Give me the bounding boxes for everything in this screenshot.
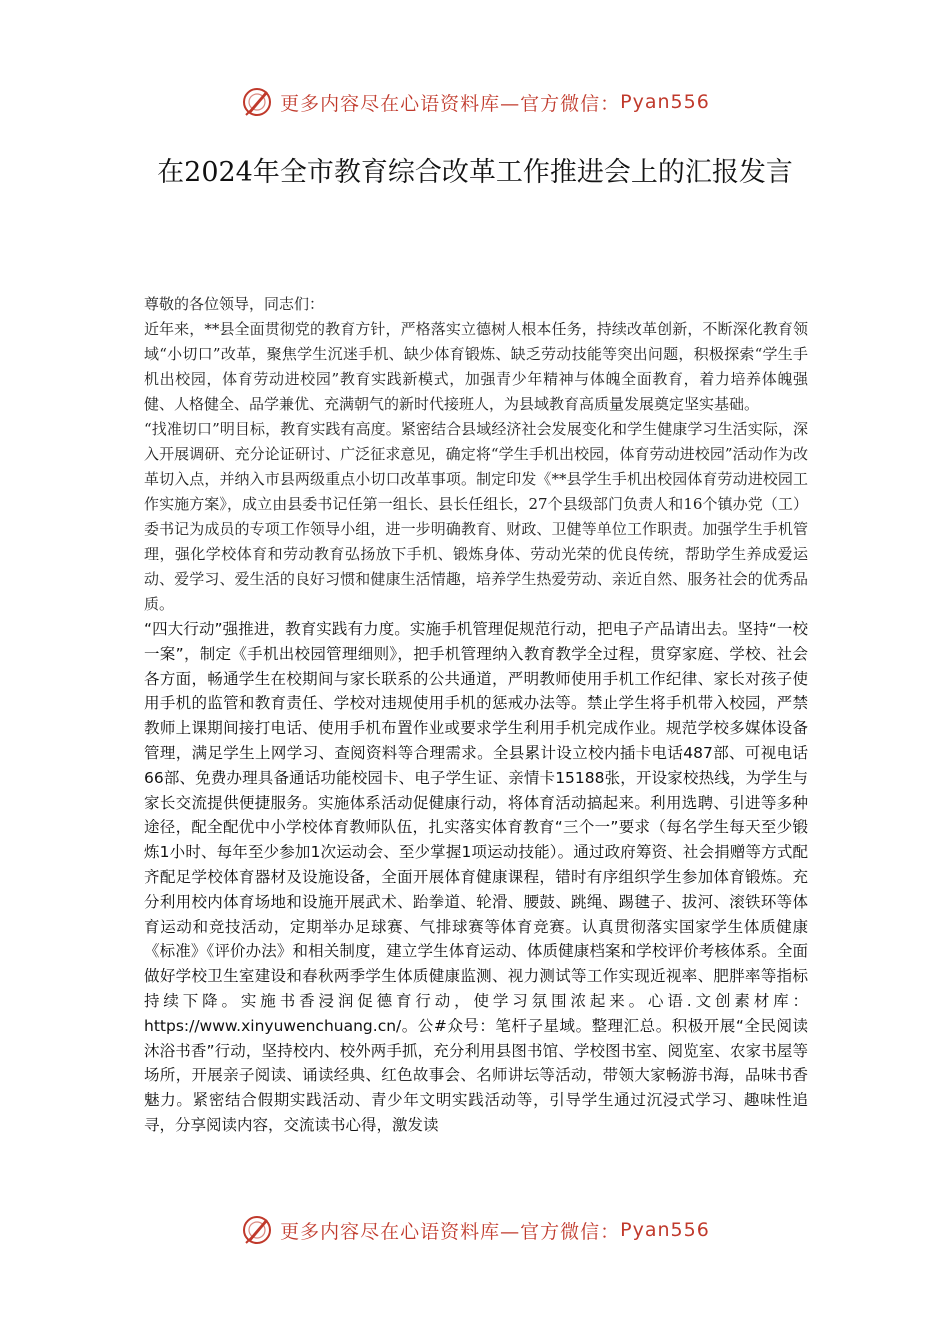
banner-text: 更多内容尽在心语资料库—官方微信： xyxy=(280,1220,621,1243)
quill-pen-icon xyxy=(240,85,274,119)
quill-pen-icon xyxy=(240,1213,274,1247)
banner-text: 更多内容尽在心语资料库—官方微信： xyxy=(280,92,621,115)
paragraph-2: “找准切口”明目标，教育实践有高度。紧密结合县域经济社会发展变化和学生健康学习生活实际，深入开展调研、充分论证研讨、广泛征求意见，确定将“学生手机出校园，体育劳动进校园”活动作为改革切入点，并纳入市县两级重点小切口改革事项。制定印发《**县学生手机出校园体育劳动进校园工作实施方案》，成立由县委书记任第一组长、县长任组长，27个县级部门负责人和16个镇办党（工）委书记为成员的专项工作领导小组，进一步明确教育、财政、卫健等单位工作职责。加强学生手机管理，强化学校体育和劳动教育弘扬放下手机、锻炼身体、劳动光荣的优良传统，帮助学生养成爱运动、爱学习、爱生活的良好习惯和健康生活情趣，培养学生热爱劳动、亲近自然、服务社会的优秀品质。 xyxy=(144,420,808,613)
document-body xyxy=(144,292,808,1138)
banner-wechat-id: Pyan556 xyxy=(620,91,710,113)
header-watermark-banner xyxy=(0,82,950,122)
banner-wechat-id: Pyan556 xyxy=(620,1219,710,1241)
footer-watermark-banner xyxy=(0,1210,950,1250)
salutation: 尊敬的各位领导，同志们： xyxy=(144,295,325,313)
document-title: 在2024年全市教育综合改革工作推进会上的汇报发言 xyxy=(157,157,793,188)
paragraph-1: 近年来，**县全面贯彻党的教育方针，严格落实立德树人根本任务，持续改革创新，不断深化教育领域“小切口”改革，聚焦学生沉迷手机、缺少体育锻炼、缺乏劳动技能等突出问题，积极探索“学生手机出校园，体育劳动进校园”教育实践新模式，加强青少年精神与体魄全面教育，着力培养体魄强健、人格健全、品学兼优、充满朝气的新时代接班人，为县域教育高质量发展奠定坚实基础。 xyxy=(144,320,808,413)
paragraph-3: “四大行动”强推进，教育实践有力度。实施手机管理促规范行动，把电子产品请出去。坚持“一校一案”，制定《手机出校园管理细则》，把手机管理纳入教育教学全过程，贯穿家庭、学校、社会各方面，畅通学生在校期间与家长联系的公共通道，严明教师使用手机工作纪律、家长对孩子使用手机的监管和教育责任、学校对违规使用手机的惩戒办法等。禁止学生将手机带入校园，严禁教师上课期间接打电话、使用手机布置作业或要求学生利用手机完成作业。规范学校多媒体设备管理，满足学生上网学习、查阅资料等合理需求。全县累计设立校内插卡电话487部、可视电话66部、免费办理具备通话功能校园卡、电子学生证、亲情卡15188张，开设家校热线，为学生与家长交流提供便捷服务。实施体系活动促健康行动，将体育活动搞起来。利用选聘、引进等多种途径，配全配优中小学校体育教师队伍，扎实落实体育教育“三个一”要求（每名学生每天至少锻炼1小时、每年至少参加1次运动会、至少掌握1项运动技能）。通过政府筹资、社会捐赠等方式配齐配足学校体育器材及设施设备，全面开展体育健康课程，错时有序组织学生参加体育锻炼。充分利用校内体育场地和设施开展武术、跆拳道、轮滑、腰鼓、跳绳、踢毽子、拔河、滚铁环等体育运动和竞技活动，定期举办足球赛、气排球赛等体育竞赛。认真贯彻落实国家学生体质健康《标准》《评价办法》和相关制度，建立学生体育运动、体质健康档案和学校评价考核体系。全面做好学校卫生室建设和春秋两季学生体质健康监测、视力测试等工作实现近视率、肥胖率等指标持续下降。实施书香浸润促德育行动，使学习氛围浓起来。心语.文创素材库：https://www.xinyuwenchuang.cn/。公#众号：笔杆子星域。整理汇总。积极开展“全民阅读沐浴书香”行动，坚持校内、校外两手抓，充分利用县图书馆、学校图书室、阅览室、农家书屋等场所，开展亲子阅读、诵读经典、红色故事会、名师讲坛等活动，带领大家畅游书海，品味书香魅力。紧密结合假期实践活动、青少年文明实践活动等，引导学生通过沉浸式学习、趣味性追寻，分享阅读内容，交流读书心得，激发读 xyxy=(144,620,808,1134)
